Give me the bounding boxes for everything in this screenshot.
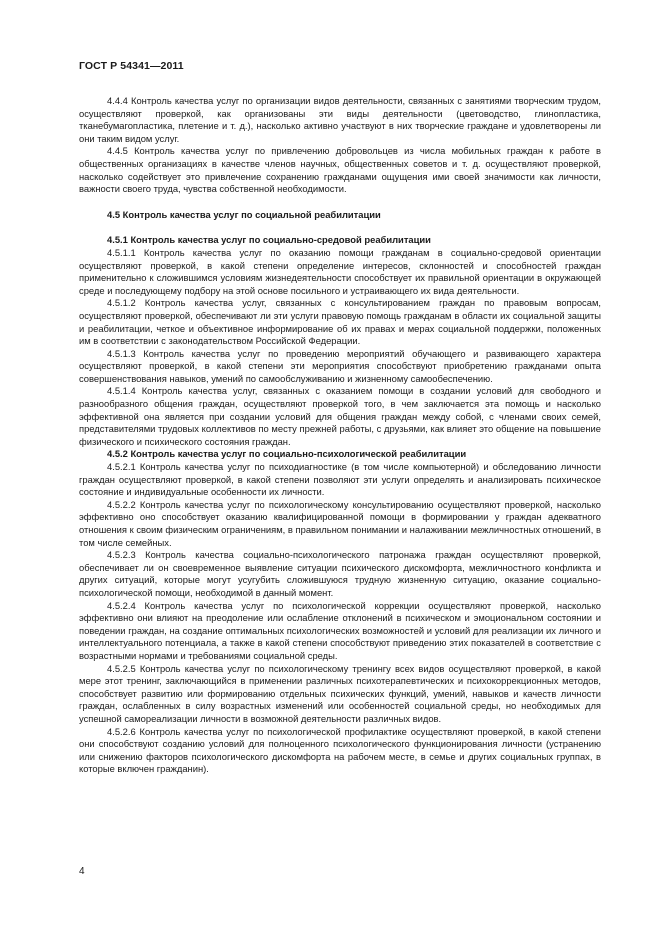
paragraph-4-4-5: 4.4.5 Контроль качества услуг по привлечению добровольцев из числа мобильных граждан к работе в общественных организациях в качестве членов научных, общественных советов и т. д. осуществляют проверкой, насколько содействует это привлечение сохранению гражданами ощущения ими своей значимости как личности, важности своего труда, чувства собственной необходимости. bbox=[79, 145, 601, 195]
paragraph-4-4-4: 4.4.4 Контроль качества услуг по организации видов деятельности, связанных с занятиями творческим трудом, осуществляют проверкой, как организованы эти виды деятельности (цветоводство, глинопластика, тканебумагопластика, плетение и т. д.), насколько активно участвуют в них творческие граждане и удовлетворены ли они таким видом услуг. bbox=[79, 95, 601, 144]
paragraph-4-5-2-5: 4.5.2.5 Контроль качества услуг по психологическому тренингу всех видов осуществляют проверкой, в какой мере этот тренинг, заключающийся в применении различных психотерапевтических и психокоррекционных методов, способствует развитию или формированию отдельных психических функций, умений, навыков и качеств личности граждан, ослабленных в силу возрастных изменений или особенностей социальной среды, но необходимых для успешной самореализации личности в возможной деятельности различных видов. bbox=[79, 662, 601, 724]
heading-4-5-2: 4.5.2 Контроль качества услуг по социально-психологической реабилитации bbox=[107, 448, 467, 460]
paragraph-4-5-2-1: 4.5.2.1 Контроль качества услуг по психодиагностике (в том числе компьютерной) и обследованию личности граждан осуществляют проверкой, в какой степени позволяют эти услуги определять и анализировать психическое состояние и индивидуальные особенности их личности. bbox=[79, 461, 601, 498]
paragraph-4-5-1-4: 4.5.1.4 Контроль качества услуг, связанных с оказанием помощи в создании условий для свободного и разнообразного общения граждан, осуществляют проверкой того, в чем заключается эта помощь и насколько эффективной она является при создании условий для общения граждан между собой, с членами своих семей, представителями трудовых коллективов по месту прежней работы, с друзьями, как влияет это общение на повышение физического и психического состояния граждан. bbox=[79, 385, 601, 447]
paragraph-4-5-1-3: 4.5.1.3 Контроль качества услуг по проведению мероприятий обучающего и развивающего характера осуществляют проверкой, в какой степени эти мероприятия способствуют приобретению гражданами опыта совершенствования навыков, умений по самообслуживанию и жизненному самообеспечению. bbox=[79, 347, 601, 384]
paragraph-4-5-1-2: 4.5.1.2 Контроль качества услуг, связанных с консультированием граждан по правовым вопросам, осуществляют проверкой, обеспечивают ли эти услуги правовую помощь гражданам в области их социальной защиты и реабилитации, четкое и объективное информирование об их правах и мерах социальной поддержки, положенных им в соответствии с законодательством Российской Федерации. bbox=[79, 297, 601, 347]
paragraph-4-5-2-2: 4.5.2.2 Контроль качества услуг по психологическому консультированию осуществляют проверкой, насколько эффективно оно способствует оказанию квалифицированной помощи в формировании у граждан адекватного отношения к своим физическим ограничениям, в правильном понимании и налаживании межличностных отношений, в том числе семейных. bbox=[79, 498, 601, 548]
paragraph-4-5-2-6: 4.5.2.6 Контроль качества услуг по психологической профилактике осуществляют проверкой, в какой степени они способствуют созданию условий для полноценного психологического функционирования личности (устранению или снижению факторов психологического дискомфорта на рабочем месте, в семье и других социальных группах, в которые включен гражданин). bbox=[79, 725, 601, 775]
paragraph-4-5-2-4: 4.5.2.4 Контроль качества услуг по психологической коррекции осуществляют проверкой, насколько эффективно они влияют на преодоление или ослабление отклонений в психическом и эмоциональном состоянии и поведении граждан, на создание оптимальных психологических возможностей и условий для реализации их личного и интеллектуального потенциала, а также в какой степени способствуют приведению этих показателей в соответствие с возрастными нормами и требованиями социальной среды. bbox=[79, 599, 601, 661]
paragraph-4-5-1-1: 4.5.1.1 Контроль качества услуг по оказанию помощи гражданам в социально-средовой ориентации осуществляют проверкой, в какой степени определение интересов, склонностей и способностей граждан применительно к сложившимся условиям жизнедеятельности способствует их правильной ориентации в окружающей среде и последующему подбору на этой основе посильного и устраивающего их вида деятельности. bbox=[79, 246, 601, 296]
document-body bbox=[79, 95, 601, 776]
page-number: 4 bbox=[79, 866, 85, 877]
heading-4-5-1: 4.5.1 Контроль качества услуг по социально-средовой реабилитации bbox=[107, 234, 431, 246]
document-code-header: ГОСТ Р 54341—2011 bbox=[79, 60, 184, 72]
paragraph-4-5-2-3: 4.5.2.3 Контроль качества социально-психологического патронажа граждан осуществляют проверкой, обеспечивает ли он своевременное выявление ситуации психического дискомфорта, межличностного конфликта и других ситуаций, которые могут усугубить сложившуюся трудную жизненную ситуацию, оказание социально-психологической помощи, необходимой в данный момент. bbox=[79, 549, 601, 598]
heading-4-5: 4.5 Контроль качества услуг по социальной реабилитации bbox=[107, 208, 381, 220]
